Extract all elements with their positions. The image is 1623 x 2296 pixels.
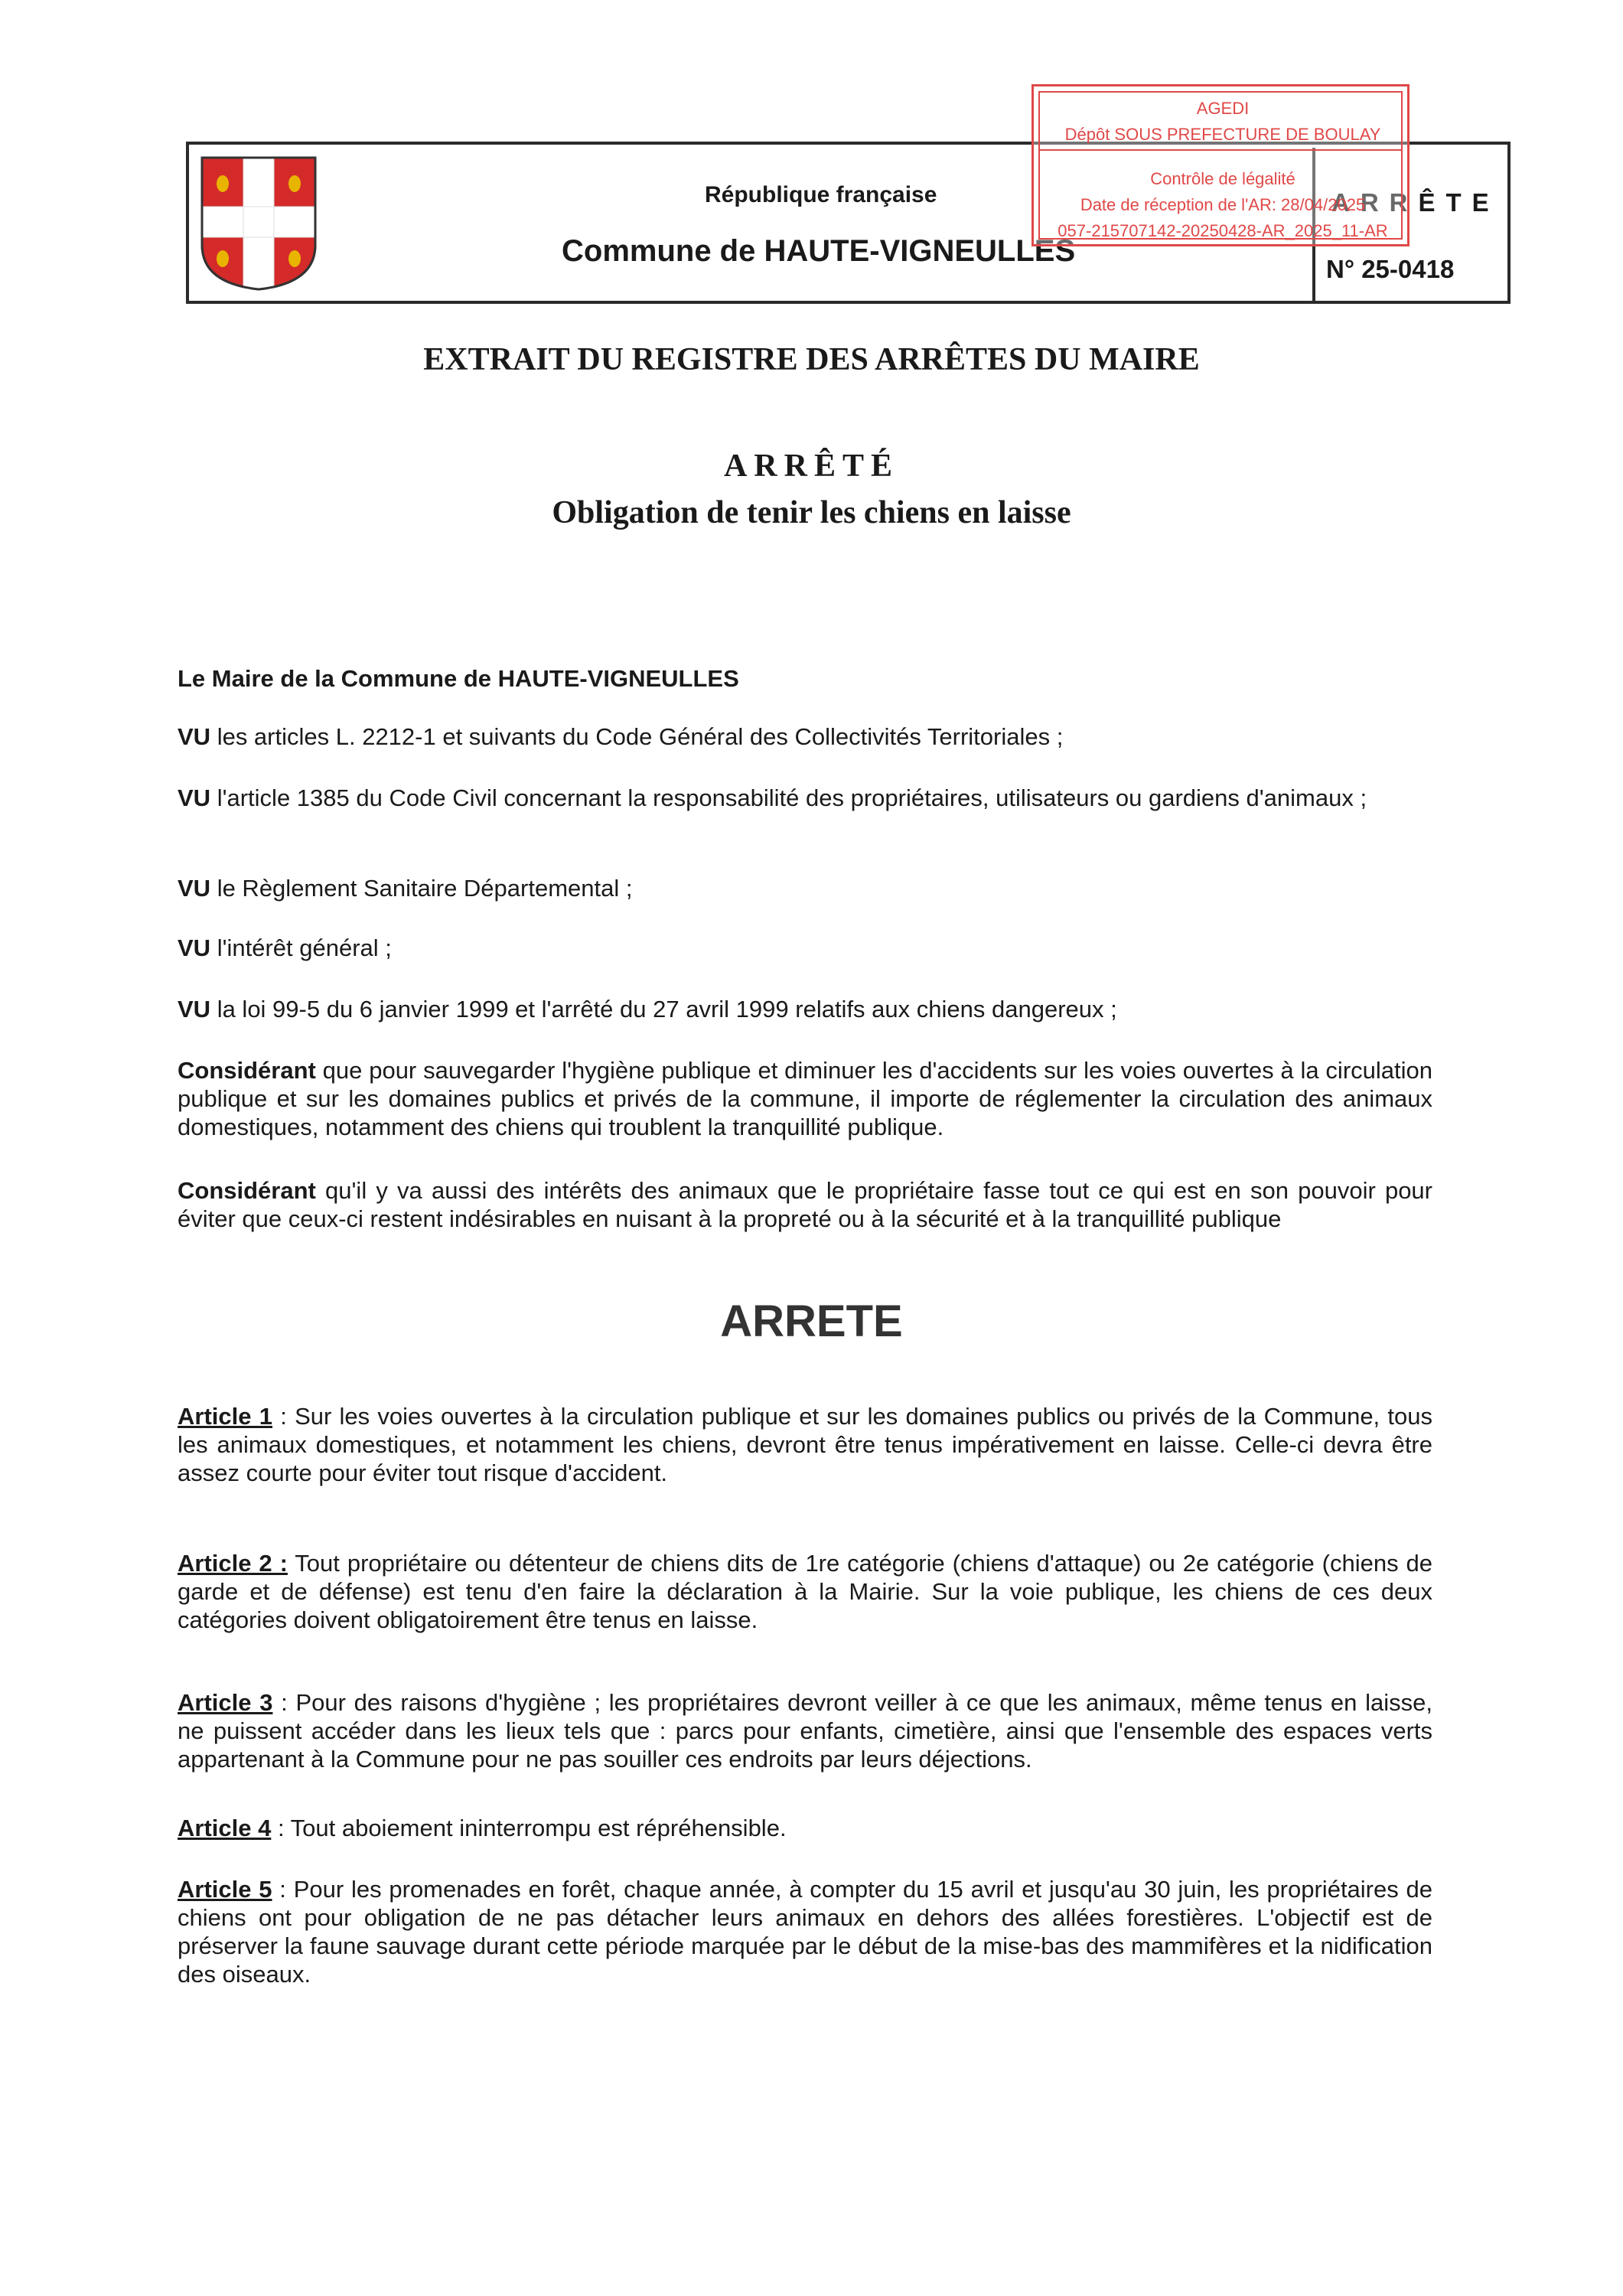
vu-label: VU bbox=[178, 934, 211, 961]
stamp-line-depot: Dépôt SOUS PREFECTURE DE BOULAY bbox=[1064, 125, 1381, 144]
article-label: Article 2 : bbox=[178, 1550, 288, 1577]
commune-name: Commune de HAUTE-VIGNEULLES bbox=[562, 234, 1076, 268]
considerant-label: Considérant bbox=[178, 1057, 316, 1084]
article-label: Article 3 bbox=[178, 1689, 273, 1716]
vu-label: VU bbox=[178, 875, 211, 902]
registry-title: EXTRAIT DU REGISTRE DES ARRÊTES DU MAIRE bbox=[423, 342, 1200, 377]
article-5 bbox=[178, 1875, 1432, 1988]
article-separator: : bbox=[271, 1815, 291, 1841]
stamp-line-agedi: AGEDI bbox=[1196, 99, 1250, 118]
vu-paragraph-1 bbox=[178, 722, 1432, 751]
article-separator: : bbox=[272, 1403, 295, 1430]
arrete-title: ARRÊTÉ bbox=[723, 448, 900, 484]
coat-of-arms-icon bbox=[197, 153, 320, 292]
stamp-line-reference: 057-215707142-20250428-AR_2025_11-AR bbox=[1058, 221, 1388, 240]
vu-text-2: l'article 1385 du Code Civil concernant la responsabilité des propriétaires, utilisateurs ou gardiens d'animaux ; bbox=[210, 784, 1367, 811]
stamp-line-controle: Contrôle de légalité bbox=[1150, 169, 1295, 188]
article-label: Article 4 bbox=[178, 1815, 272, 1841]
article-separator: : bbox=[272, 1876, 294, 1903]
article-text: Pour les promenades en forêt, chaque année, à compter du 15 avril et jusqu'au 30 juin, les propriétaires de chiens ont pour obligation de ne pas détacher leurs animaux en dehors des allées forestières. L'objectif est de préserver la faune sauvage durant cette période marquée par le début de la mise-bas des mammifères et la nidification des oiseaux. bbox=[178, 1876, 1433, 1988]
considerant-label: Considérant bbox=[178, 1177, 316, 1204]
vu-paragraph-2 bbox=[178, 784, 1432, 812]
stamp-separator bbox=[1038, 149, 1403, 151]
article-4 bbox=[178, 1814, 1432, 1842]
vu-label: VU bbox=[178, 723, 211, 750]
republic-label: République française bbox=[705, 182, 937, 207]
arrete-number: N° 25-0418 bbox=[1326, 255, 1455, 283]
article-label: Article 1 bbox=[178, 1403, 272, 1430]
article-label: Article 5 bbox=[178, 1876, 272, 1903]
stamp-line-date: Date de réception de l'AR: 28/04/2025 bbox=[1080, 195, 1366, 214]
article-3 bbox=[178, 1688, 1432, 1773]
article-text: Pour des raisons d'hygiène ; les propriétaires devront veiller à ce que les animaux, même tenus en laisse, ne puissent accéder dans les lieux tels que : parcs pour enfants, cimetière, ainsi que l'ensemble des espaces verts appartenant à la Commune pour ne pas souiller ces endroits par leurs déjections. bbox=[178, 1689, 1432, 1773]
mayor-line bbox=[178, 664, 1432, 693]
vu-paragraph-3 bbox=[178, 874, 1432, 902]
article-separator: : bbox=[272, 1689, 296, 1716]
doc-type-label: ARRÊTE bbox=[1331, 188, 1500, 217]
considerant-paragraph-1 bbox=[178, 1056, 1432, 1141]
considerant-text-2: qu'il y va aussi des intérêts des animaux que le propriétaire fasse tout ce qui est en son pouvoir pour éviter que ceux-ci restent indésirables en nuisant à la propreté ou à la sécurité et à la tranquillité publique bbox=[178, 1177, 1432, 1232]
article-text: Sur les voies ouvertes à la circulation publique et sur les domaines publics ou privés de la Commune, tous les animaux domestiques, et notamment les chiens, devront être tenus impérativement en laisse. Celle-ci devra être assez courte pour éviter tout risque d'accident. bbox=[178, 1403, 1433, 1486]
vu-text-5: la loi 99-5 du 6 janvier 1999 et l'arrêté du 27 avril 1999 relatifs aux chiens dangereux ; bbox=[210, 996, 1117, 1022]
article-2 bbox=[178, 1549, 1432, 1634]
article-separator bbox=[288, 1550, 295, 1577]
article-1 bbox=[178, 1402, 1432, 1487]
prefecture-stamp bbox=[1031, 84, 1410, 246]
vu-paragraph-5 bbox=[178, 995, 1432, 1023]
article-text: Tout aboiement ininterrompu est répréhensible. bbox=[290, 1815, 787, 1841]
considerant-text-1: que pour sauvegarder l'hygiène publique et diminuer les d'accidents sur les voies ouvertes à la circulation publique et sur les domaines publics et privés de la commune, il importe de réglementer la circulation des animaux domestiques, notamment des chiens qui troublent la tranquillité publique. bbox=[178, 1057, 1432, 1140]
vu-text-3: le Règlement Sanitaire Départemental ; bbox=[210, 875, 633, 902]
vu-label: VU bbox=[178, 996, 211, 1022]
considerant-paragraph-2 bbox=[178, 1176, 1432, 1233]
vu-text-1: les articles L. 2212-1 et suivants du Code Général des Collectivités Territoriales ; bbox=[210, 723, 1064, 750]
vu-label: VU bbox=[178, 784, 211, 811]
vu-text-4: l'intérêt général ; bbox=[210, 934, 392, 961]
article-text: Tout propriétaire ou détenteur de chiens dits de 1re catégorie (chiens d'attaque) ou 2e catégorie (chiens de garde et de défense) est tenu d'en faire la déclaration à la Mairie. Sur la voie publique, les chiens de ces deux catégories doivent obligatoirement être tenus en laisse. bbox=[178, 1550, 1432, 1633]
mayor-text: Le Maire de la Commune de HAUTE-VIGNEULLES bbox=[178, 665, 739, 692]
decision-heading: ARRETE bbox=[720, 1296, 903, 1346]
arrete-subject: Obligation de tenir les chiens en laisse bbox=[552, 495, 1071, 530]
vu-paragraph-4 bbox=[178, 934, 1432, 962]
